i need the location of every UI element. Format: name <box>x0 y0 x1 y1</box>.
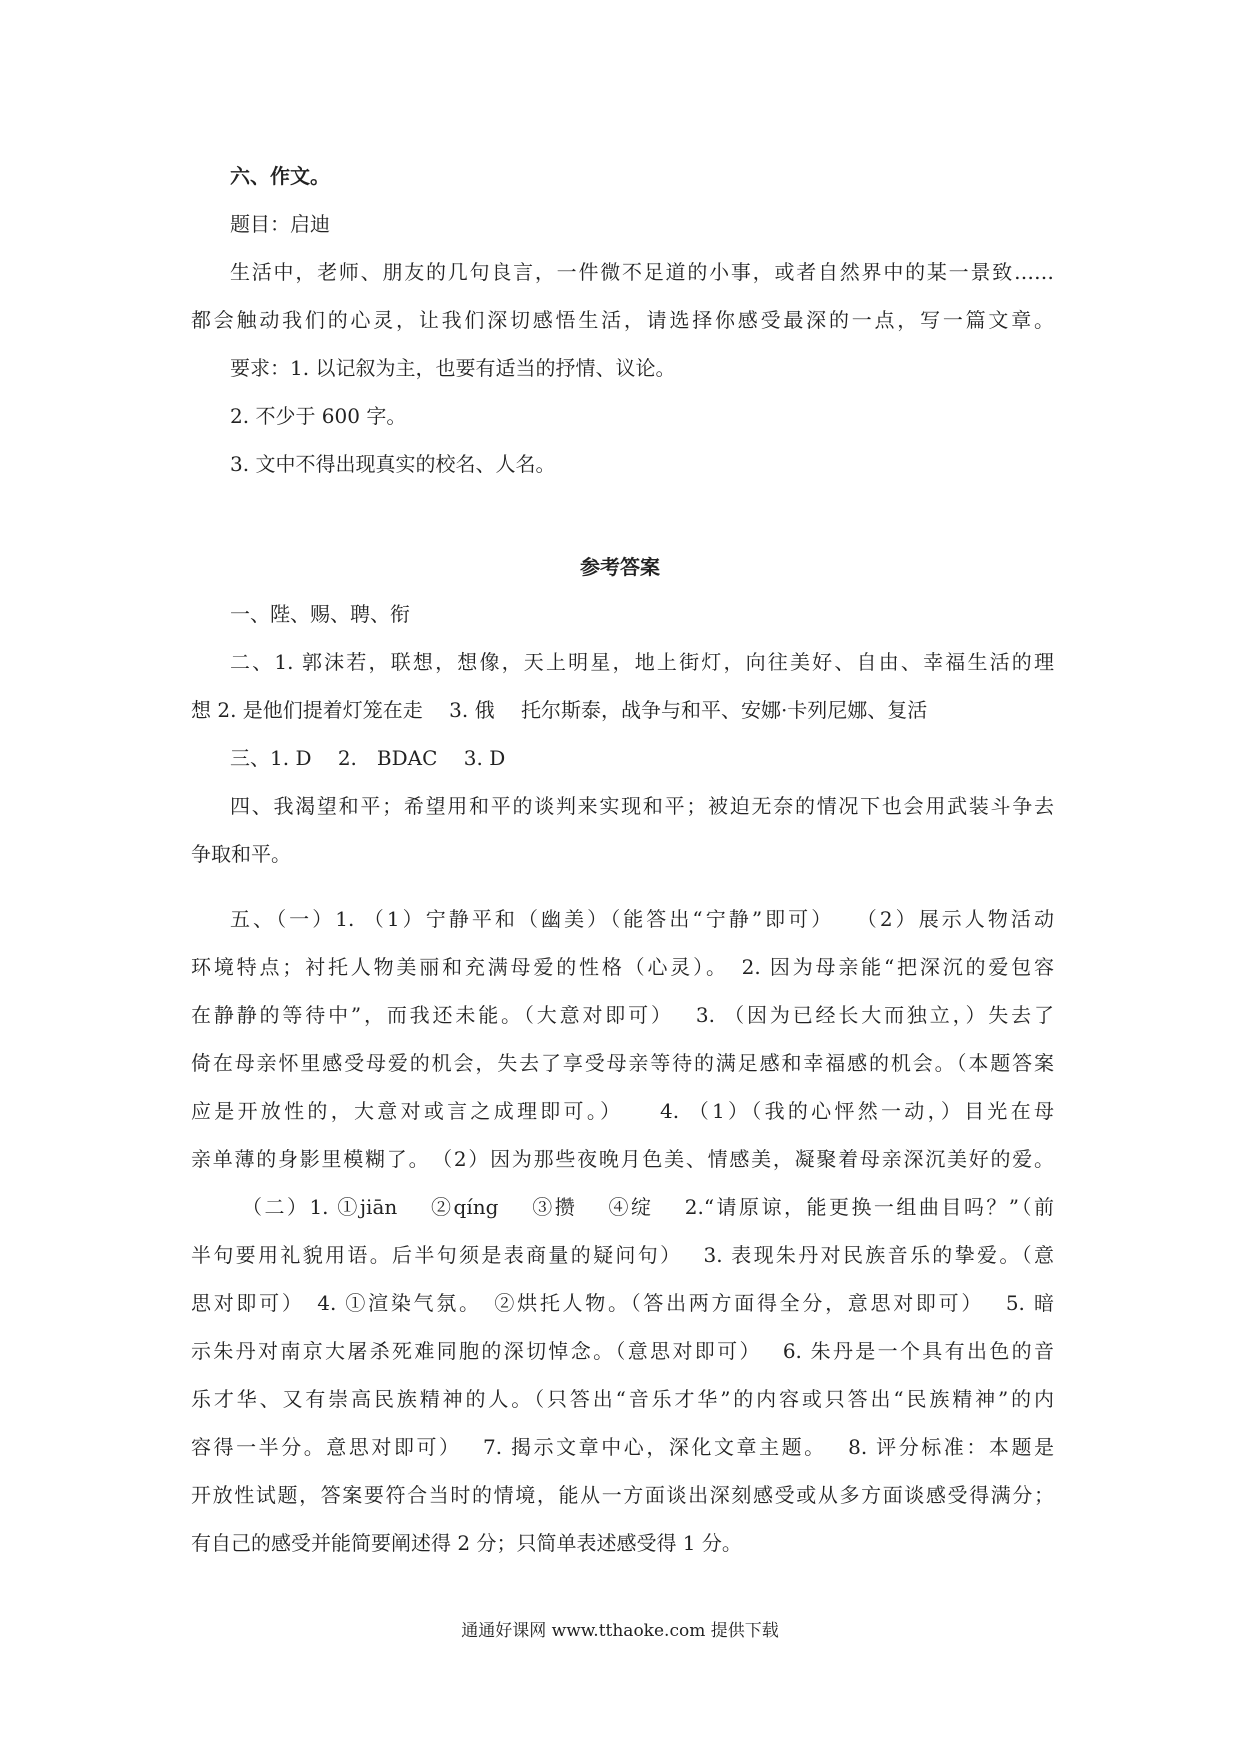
answer-line: 三、1. D 2. BDAC 3. D <box>230 746 506 770</box>
answer-line: 有自己的感受并能简要阐述得 2 分；只简单表述感受得 1 分。 <box>191 1531 742 1555</box>
answer-line: 容得一半分。意思对即可） 7. 揭示文章中心，深化文章主题。 8. 评分标准：本题是 <box>191 1435 1054 1459</box>
essay-prompt-line-1: 生活中，老师、朋友的几句良言，一件微不足道的小事，或者自然界中的某一景致…… <box>230 260 1054 284</box>
essay-requirement-2: 2. 不少于 600 字。 <box>230 404 407 428</box>
answer-line: 想 2. 是他们提着灯笼在走 3. 俄 托尔斯泰，战争与和平、安娜·卡列尼娜、复活 <box>191 698 928 722</box>
answer-line: 一、陛、赐、聘、衔 <box>230 602 410 626</box>
answer-line: （二）1. ①jiān ②qíng ③攒 ④绽 2.“请原谅，能更换一组曲目吗？”（前 <box>242 1195 1054 1219</box>
essay-topic: 题目：启迪 <box>230 212 330 236</box>
answer-line: 亲单薄的身影里模糊了。 （2）因为那些夜晚月色美、情感美，凝聚着母亲深沉美好的爱。 <box>191 1147 1054 1171</box>
answers-title: 参考答案 <box>580 555 660 579</box>
answer-line: 二、1. 郭沫若，联想，想像，天上明星，地上街灯，向往美好、自由、幸福生活的理 <box>230 650 1054 674</box>
essay-heading: 六、作文。 <box>230 164 330 188</box>
essay-requirement-1: 要求：1. 以记叙为主，也要有适当的抒情、议论。 <box>230 356 676 380</box>
answer-line: 开放性试题，答案要符合当时的情境，能从一方面谈出深刻感受或从多方面谈感受得满分； <box>191 1483 1054 1507</box>
answer-line: 思对即可） 4. ①渲染气氛。 ②烘托人物。（答出两方面得全分，意思对即可） 5. 暗 <box>191 1291 1054 1315</box>
page-footer: 通通好课网 www.tthaoke.com 提供下载 <box>461 1621 779 1641</box>
essay-requirement-3: 3. 文中不得出现真实的校名、人名。 <box>230 452 556 476</box>
answer-line: 环境特点；衬托人物美丽和充满母爱的性格（心灵）。 2. 因为母亲能“把深沉的爱包容 <box>191 955 1054 979</box>
answer-line: 在静静的等待中”，而我还未能。（大意对即可） 3. （因为已经长大而独立，）失去了 <box>191 1003 1054 1027</box>
essay-prompt-line-2: 都会触动我们的心灵，让我们深切感悟生活，请选择你感受最深的一点，写一篇文章。 <box>191 308 1054 332</box>
answer-line: 四、我渴望和平；希望用和平的谈判来实现和平；被迫无奈的情况下也会用武装斗争去 <box>230 794 1054 818</box>
answer-line: 应是开放性的，大意对或言之成理即可。） 4. （1）（我的心怦然一动，）目光在母 <box>191 1099 1054 1123</box>
answer-line: 乐才华、又有崇高民族精神的人。（只答出“音乐才华”的内容或只答出“民族精神”的内 <box>191 1387 1054 1411</box>
answer-line: 争取和平。 <box>191 842 291 866</box>
answer-line: 示朱丹对南京大屠杀死难同胞的深切悼念。（意思对即可） 6. 朱丹是一个具有出色的音 <box>191 1339 1054 1363</box>
answer-line: 倚在母亲怀里感受母爱的机会，失去了享受母亲等待的满足感和幸福感的机会。（本题答案 <box>191 1051 1054 1075</box>
answer-line: 五、（一）1. （1）宁静平和（幽美）（能答出“宁静”即可） （2）展示人物活动 <box>230 907 1054 931</box>
answer-line: 半句要用礼貌用语。后半句须是表商量的疑问句） 3. 表现朱丹对民族音乐的挚爱。（意 <box>191 1243 1054 1267</box>
